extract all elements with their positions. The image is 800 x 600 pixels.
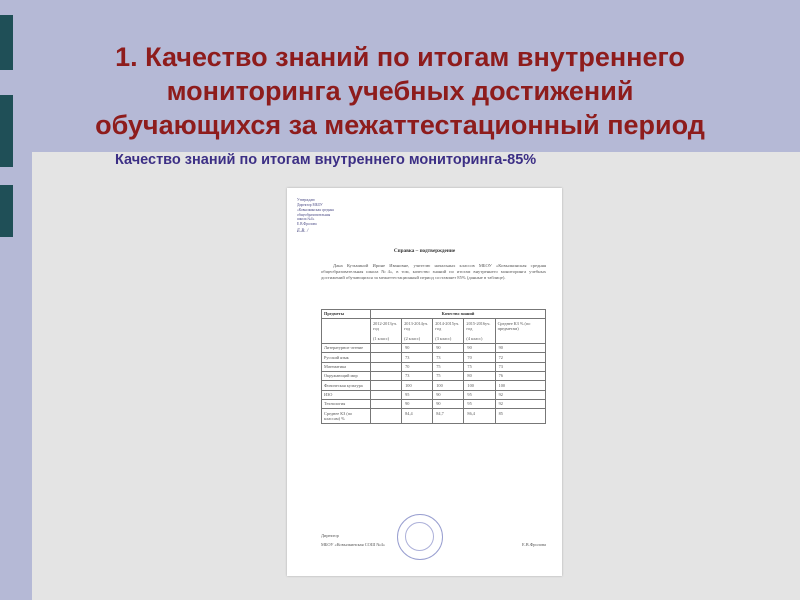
value-cell: 90	[495, 343, 545, 352]
value-cell: 90	[433, 390, 464, 399]
table-row	[322, 381, 546, 390]
value-cell: 90	[402, 400, 433, 409]
approval-line: Е.В.Фролова	[297, 222, 317, 227]
signature-name: Е.В.Фролова	[522, 541, 546, 547]
value-cell: 73	[402, 353, 433, 362]
value-cell: 92	[495, 390, 545, 399]
slide-subtitle: Качество знаний по итогам внутреннего мониторинга-85%	[115, 152, 537, 168]
class-label: (3 класс)	[435, 335, 452, 341]
class-label: (1 класс)	[373, 335, 390, 341]
value-cell: 84,4	[402, 409, 433, 424]
decorative-bar	[0, 185, 13, 237]
subject-cell: Русский язык	[322, 353, 371, 362]
value-cell: 75	[464, 362, 495, 371]
approval-line: «Ковылкинская средняя	[297, 207, 334, 212]
approval-line: общеобразовательная	[297, 212, 331, 217]
subject-cell: Технология	[322, 400, 371, 409]
value-cell: 70	[464, 353, 495, 362]
decorative-bar	[0, 15, 13, 70]
table-row	[322, 390, 546, 399]
document-body-text: Дана Кузьминой Ирине Ивановне, учителю начальных классов МБОУ «Ковылкинская средняя общеобразовательная школа №4», в том, качество знаний по итогам внутреннего мониторинга учебных достижений обучающихся за межаттестационный период составляет 85% (данные в таблице).	[321, 263, 546, 280]
approval-line: Утверждаю	[297, 198, 315, 202]
value-cell	[371, 390, 402, 399]
value-cell: 90	[402, 343, 433, 352]
document-heading: Справка – подтверждение	[393, 248, 456, 254]
value-cell: 100	[402, 381, 433, 390]
value-cell: 90	[464, 343, 495, 352]
value-cell: 70	[402, 362, 433, 371]
table-header-quality: Качество знаний	[371, 310, 546, 319]
subject-cell: Окружающий мир	[322, 371, 371, 380]
value-cell: 95	[402, 390, 433, 399]
year-label: 2013-2014уч. год	[404, 320, 429, 332]
subject-cell: Литературное чтение	[322, 343, 371, 352]
value-cell: 100	[495, 381, 545, 390]
value-cell: 100	[433, 381, 464, 390]
table-year-cell	[464, 319, 495, 344]
year-label: 2014-2015уч. год	[435, 320, 460, 332]
slide-title-line: 1. Качество знаний по итогам внутреннего	[115, 42, 685, 72]
value-cell: 86,4	[464, 409, 495, 424]
year-label: Среднее КЗ % (по предметам)	[497, 320, 531, 332]
table-row	[322, 353, 546, 362]
value-cell: 75	[433, 371, 464, 380]
value-cell: 73	[495, 362, 545, 371]
approval-line: школа №4»	[297, 217, 315, 222]
value-cell: 76	[495, 371, 545, 380]
approval-block	[297, 198, 349, 236]
value-cell: 75	[433, 362, 464, 371]
table-row	[322, 409, 546, 424]
value-cell: 95	[464, 400, 495, 409]
slide-title-line: мониторинга учебных достижений	[166, 76, 634, 106]
value-cell	[371, 343, 402, 352]
signature-org: МБОУ «Ковылкинская СОШ №4»	[321, 541, 385, 547]
value-cell: 72	[495, 353, 545, 362]
value-cell: 73	[402, 371, 433, 380]
value-cell: 84,7	[433, 409, 464, 424]
value-cell: 80	[464, 371, 495, 380]
value-cell	[371, 362, 402, 371]
value-cell: 90	[433, 343, 464, 352]
table-cell	[322, 319, 371, 344]
table-year-cell	[402, 319, 433, 344]
value-cell	[371, 353, 402, 362]
decorative-bar	[0, 95, 13, 167]
slide-title	[30, 40, 770, 142]
signature-role: Директор	[321, 533, 339, 538]
table-year-cell	[495, 319, 545, 344]
value-cell	[371, 371, 402, 380]
value-cell	[371, 381, 402, 390]
class-label: (2 класс)	[404, 335, 421, 341]
table-row	[322, 362, 546, 371]
table-row	[322, 371, 546, 380]
value-cell: 85	[495, 409, 545, 424]
subject-cell: Среднее КЗ (по классам) %	[322, 409, 371, 424]
signature-row	[321, 542, 546, 548]
scanned-document	[287, 188, 562, 576]
approval-line: Директор МБОУ	[297, 202, 323, 207]
value-cell: 92	[495, 400, 545, 409]
value-cell: 73	[433, 353, 464, 362]
subject-cell: Математика	[322, 362, 371, 371]
value-cell	[371, 400, 402, 409]
document-body	[321, 263, 546, 281]
value-cell: 90	[433, 400, 464, 409]
handwritten-signature: Е.В. /	[297, 229, 309, 235]
subject-cell: Физическая культура	[322, 381, 371, 390]
table-row	[322, 400, 546, 409]
grades-table	[321, 309, 546, 424]
year-label: 2015-2016уч. год	[466, 320, 491, 332]
table-header-row	[322, 310, 546, 319]
class-label: (4 класс)	[466, 335, 483, 341]
table-years-row	[322, 319, 546, 344]
table-year-cell	[371, 319, 402, 344]
value-cell: 95	[464, 390, 495, 399]
year-label: 2012-2013уч. год	[373, 320, 398, 332]
signature-block	[321, 533, 546, 547]
subject-cell: ИЗО	[322, 390, 371, 399]
value-cell: 100	[464, 381, 495, 390]
table-header-subject: Предметы	[322, 310, 371, 319]
table-year-cell	[433, 319, 464, 344]
value-cell	[371, 409, 402, 424]
slide-title-line: обучающихся за межаттестационный период	[95, 110, 705, 140]
table-row	[322, 343, 546, 352]
